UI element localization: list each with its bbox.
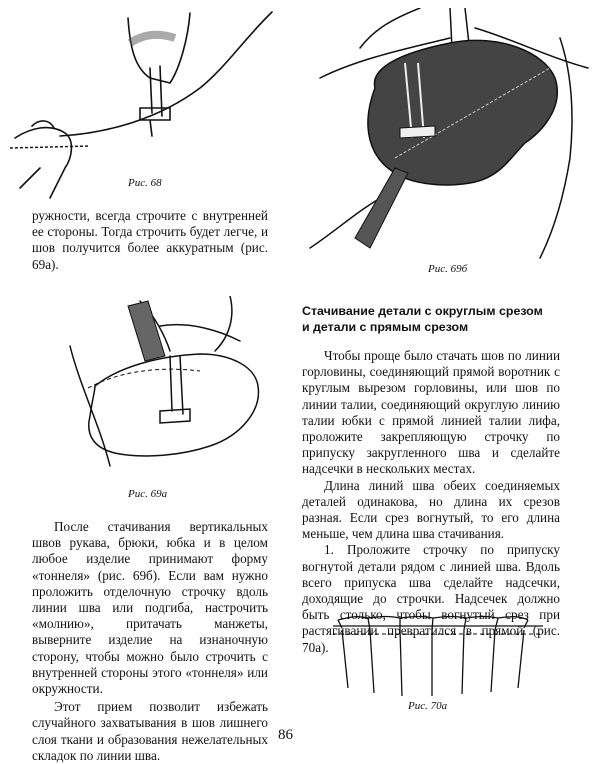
paragraph-left-1: После стачивания вертикальных швов рукава, брюки, юбка и в целом любое изделие принимают форму «тоннеля» (рис. 69б). Если вам нужно проложить отделочную строчку вдоль линии шва или подгиба, настрочить «молнию», притачать манжеты, выверните изделие на изнаночную сторону, чтобы можно было строчить с внутренней стороны этого «тоннеля» или окружности. [32,519,268,697]
figure-70a-caption: Рис. 70а [408,700,448,712]
paragraph-right-2: Длина линий шва обеих соединяемых деталей одинакова, но длина их срезов разная. Если срез вогнутый, то его длина меньше, чем длина шва стачивания. [302,477,560,542]
figure-69a-caption: Рис. 69а [128,488,168,500]
paragraph-left-top [32,208,268,273]
section-heading-line-2: и детали с прямым срезом [302,320,469,334]
figure-69a-illustration [40,296,290,486]
figure-69b-caption: Рис. 69б [428,263,468,275]
section-heading-line-1: Стачивание детали с округлым срезом [302,304,543,318]
page-number: 86 [278,727,293,743]
section-heading [302,303,592,335]
paragraph-left-bottom [32,519,268,764]
figure-69b-illustration [300,8,590,263]
figure-68-caption: Рис. 68 [128,177,162,189]
figure-70a-illustration [328,608,548,698]
paragraph-left-2: Этот прием позволит избежать случайного захватывания в шов лишнего слоя ткани и образования нежелательных складок по линии шва. [32,699,268,763]
paragraph-right-3: 1. Проложите строчку по припуску вогнутой детали рядом с линией шва. Вдоль всего припуска шва сделайте надсечки, доходящие до строчки. Надсечек должно быть столько, чтобы вогнутый срез при растягивании превратился в прямой (рис. 70а). [302,542,560,655]
paragraph-right-1: Чтобы проще было стачать шов по линии горловины, соединяющий прямой воротник с круглым вырезом горловины, или шов по линии талии, соединяющий округлую линию талии юбки с прямой линией талии лифа, проложите закрепляющую строчку по припуску закругленного шва и сделайте надсечки в нескольких местах. [302,348,560,477]
paragraph-left-top-text: ружности, всегда строчите с внутренней ее стороны. Тогда строчить будет легче, и шов получится более аккуратным (рис. 69а). [32,208,268,272]
